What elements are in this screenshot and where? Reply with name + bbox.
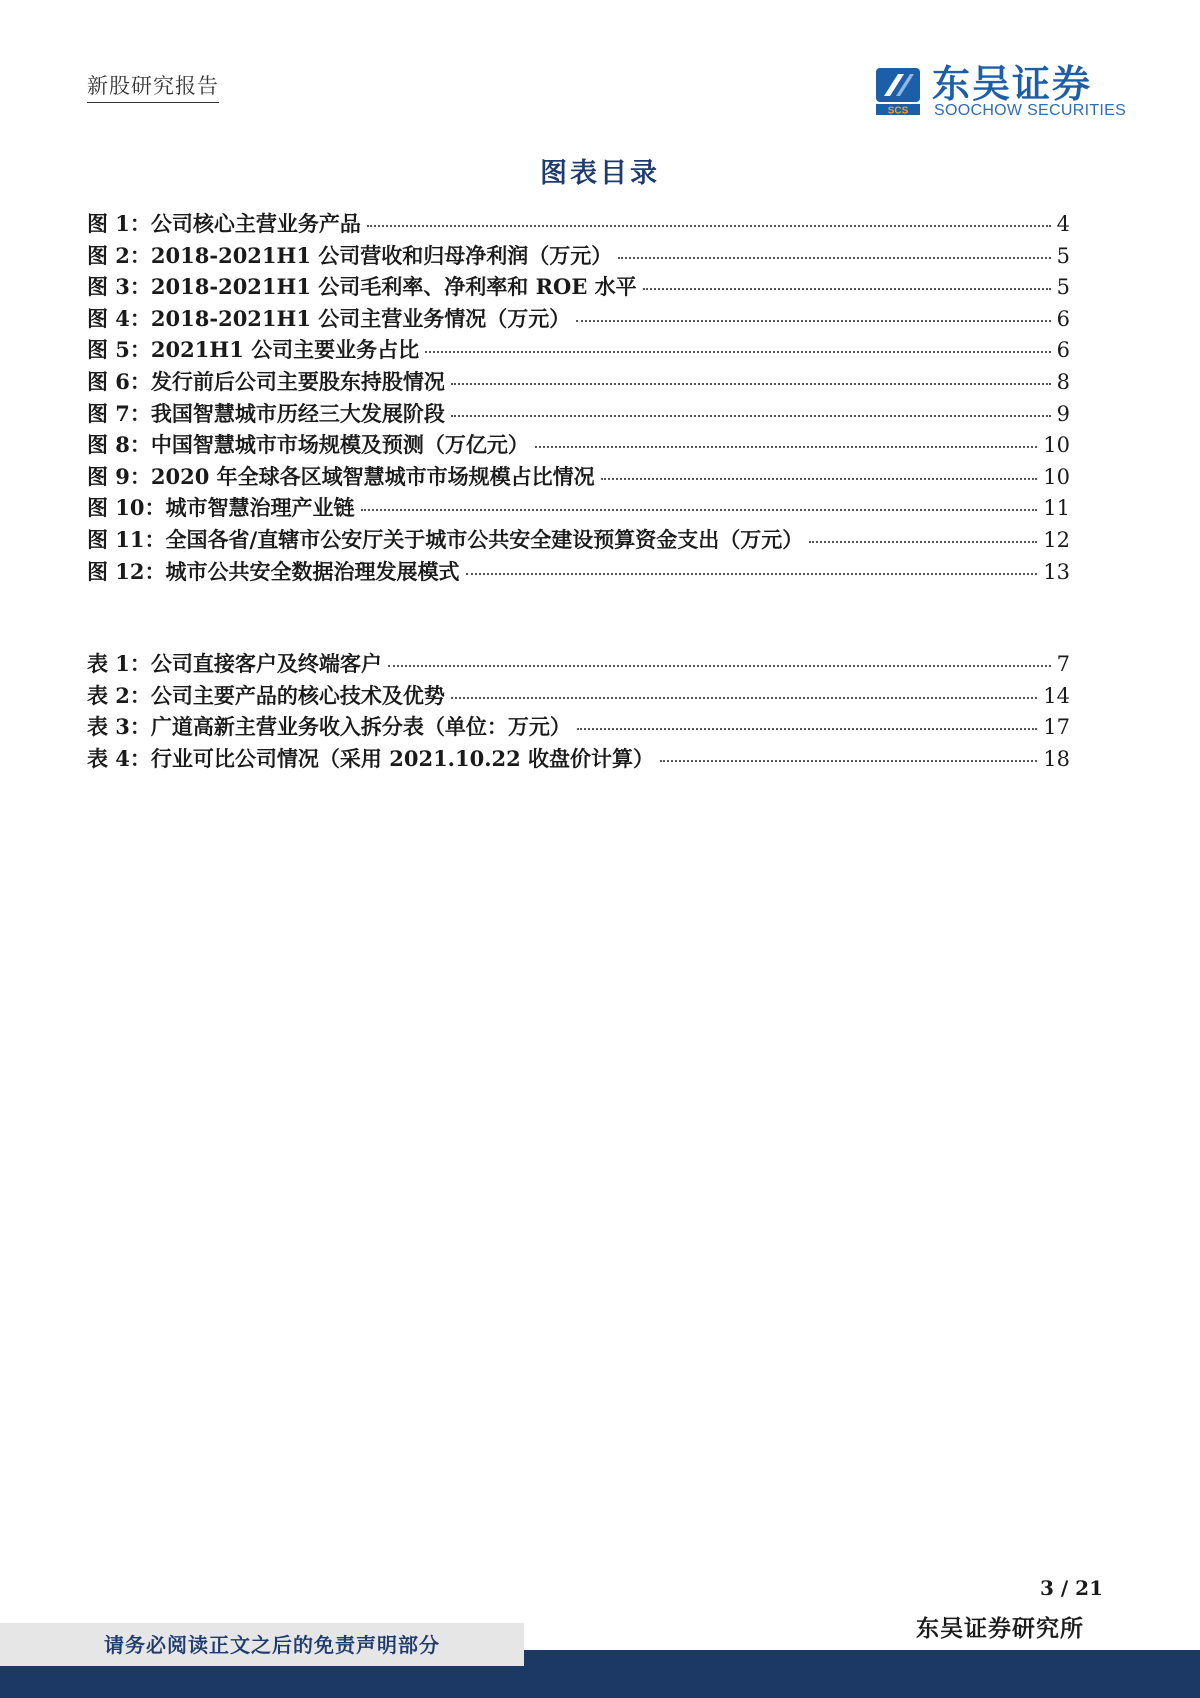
table-list — [87, 648, 1070, 774]
toc-entry-label: 图 4：2018-2021H1 公司主营业务情况（万元） — [87, 305, 571, 331]
toc-entry-figure[interactable] — [87, 524, 1070, 556]
toc-entry-page: 5 — [1056, 243, 1070, 268]
dot-leader — [388, 664, 1051, 667]
dot-leader — [466, 572, 1038, 575]
dot-leader — [809, 540, 1037, 543]
toc-entry-label: 表 4：行业可比公司情况（采用 2021.10.22 收盘价计算） — [87, 745, 655, 771]
toc-entry-label: 图 9：2020 年全球各区域智慧城市市场规模占比情况 — [87, 463, 595, 489]
toc-entry-table[interactable] — [87, 648, 1070, 680]
toc-entry-label: 图 11：全国各省/直辖市公安厅关于城市公共安全建设预算资金支出（万元） — [87, 526, 804, 552]
toc-entry-figure[interactable] — [87, 429, 1070, 461]
toc-entry-table[interactable] — [87, 743, 1070, 775]
footer-institute: 东吴证券研究所 — [916, 1615, 1084, 1642]
dot-leader — [451, 382, 1051, 385]
toc-entry-figure[interactable] — [87, 556, 1070, 588]
toc-entry-page: 11 — [1043, 496, 1070, 521]
dot-leader — [535, 445, 1037, 448]
toc-entry-label: 表 1：公司直接客户及终端客户 — [87, 651, 382, 676]
dot-leader — [451, 696, 1037, 699]
company-logo — [874, 62, 1127, 119]
soochow-logo-icon — [874, 66, 922, 116]
toc-entry-page: 14 — [1043, 683, 1070, 708]
toc-entry-label: 图 3：2018-2021H1 公司毛利率、净利率和 ROE 水平 — [87, 274, 637, 300]
page-title: 图表目录 — [540, 158, 660, 189]
toc-entry-label: 图 12：城市公共安全数据治理发展模式 — [87, 558, 460, 584]
toc-entry-page: 6 — [1056, 338, 1070, 363]
toc-entry-table[interactable] — [87, 680, 1070, 712]
toc-entry-label: 图 7：我国智慧城市历经三大发展阶段 — [87, 400, 445, 426]
figure-list — [87, 208, 1070, 587]
toc-entry-page: 17 — [1043, 715, 1070, 740]
toc-entry-label: 图 1：公司核心主营业务产品 — [87, 211, 361, 236]
toc-entry-page: 10 — [1043, 433, 1070, 458]
toc-entry-label: 图 5：2021H1 公司主要业务占比 — [87, 337, 420, 363]
toc-entry-page: 12 — [1043, 527, 1070, 552]
toc-entry-label: 图 2：2018-2021H1 公司营收和归母净利润（万元） — [87, 242, 613, 268]
logo-cn-name: 东吴证券 — [932, 62, 1093, 106]
dot-leader — [660, 759, 1037, 762]
disclaimer-text: 请务必阅读正文之后的免责声明部分 — [104, 1633, 440, 1657]
toc-entry-table[interactable] — [87, 711, 1070, 743]
dot-leader — [601, 477, 1038, 480]
logo-mark-text: SCS — [887, 105, 909, 116]
dot-leader — [425, 350, 1050, 353]
toc-entry-figure[interactable] — [87, 271, 1070, 303]
page-number: 3 / 21 — [1040, 1576, 1103, 1600]
toc-entry-label: 表 2：公司主要产品的核心技术及优势 — [87, 682, 445, 708]
dot-leader — [618, 256, 1050, 259]
toc-entry-page: 6 — [1056, 306, 1070, 331]
toc-entry-figure[interactable] — [87, 303, 1070, 335]
toc-entry-label: 图 10：城市智慧治理产业链 — [87, 495, 355, 521]
toc-entry-label: 图 6：发行前后公司主要股东持股情况 — [87, 368, 445, 394]
report-type-label: 新股研究报告 — [87, 72, 219, 103]
toc-entry-page: 4 — [1056, 212, 1070, 236]
toc-entry-figure[interactable] — [87, 240, 1070, 272]
toc-entry-page: 13 — [1043, 559, 1070, 584]
toc-entry-page: 7 — [1056, 652, 1070, 676]
toc-entry-page: 9 — [1056, 401, 1070, 426]
dot-leader — [451, 414, 1051, 417]
toc-entry-figure[interactable] — [87, 398, 1070, 430]
toc-entry-label: 图 8：中国智慧城市市场规模及预测（万亿元） — [87, 432, 529, 458]
logo-en-name: SOOCHOW SECURITIES — [934, 102, 1127, 119]
toc-entry-figure[interactable] — [87, 461, 1070, 493]
toc-entry-page: 10 — [1043, 464, 1070, 489]
toc-entry-figure[interactable] — [87, 492, 1070, 524]
dot-leader — [361, 508, 1038, 511]
dot-leader — [367, 224, 1051, 227]
toc-entry-figure[interactable] — [87, 208, 1070, 240]
dot-leader — [576, 319, 1050, 322]
toc-entry-figure[interactable] — [87, 334, 1070, 366]
toc-entry-page: 18 — [1043, 746, 1070, 771]
toc-entry-page: 8 — [1056, 369, 1070, 394]
toc-entry-figure[interactable] — [87, 366, 1070, 398]
dot-leader — [577, 727, 1037, 730]
dot-leader — [643, 287, 1051, 290]
toc-entry-label: 表 3：广道高新主营业务收入拆分表（单位：万元） — [87, 714, 571, 740]
toc-entry-page: 5 — [1056, 275, 1070, 300]
